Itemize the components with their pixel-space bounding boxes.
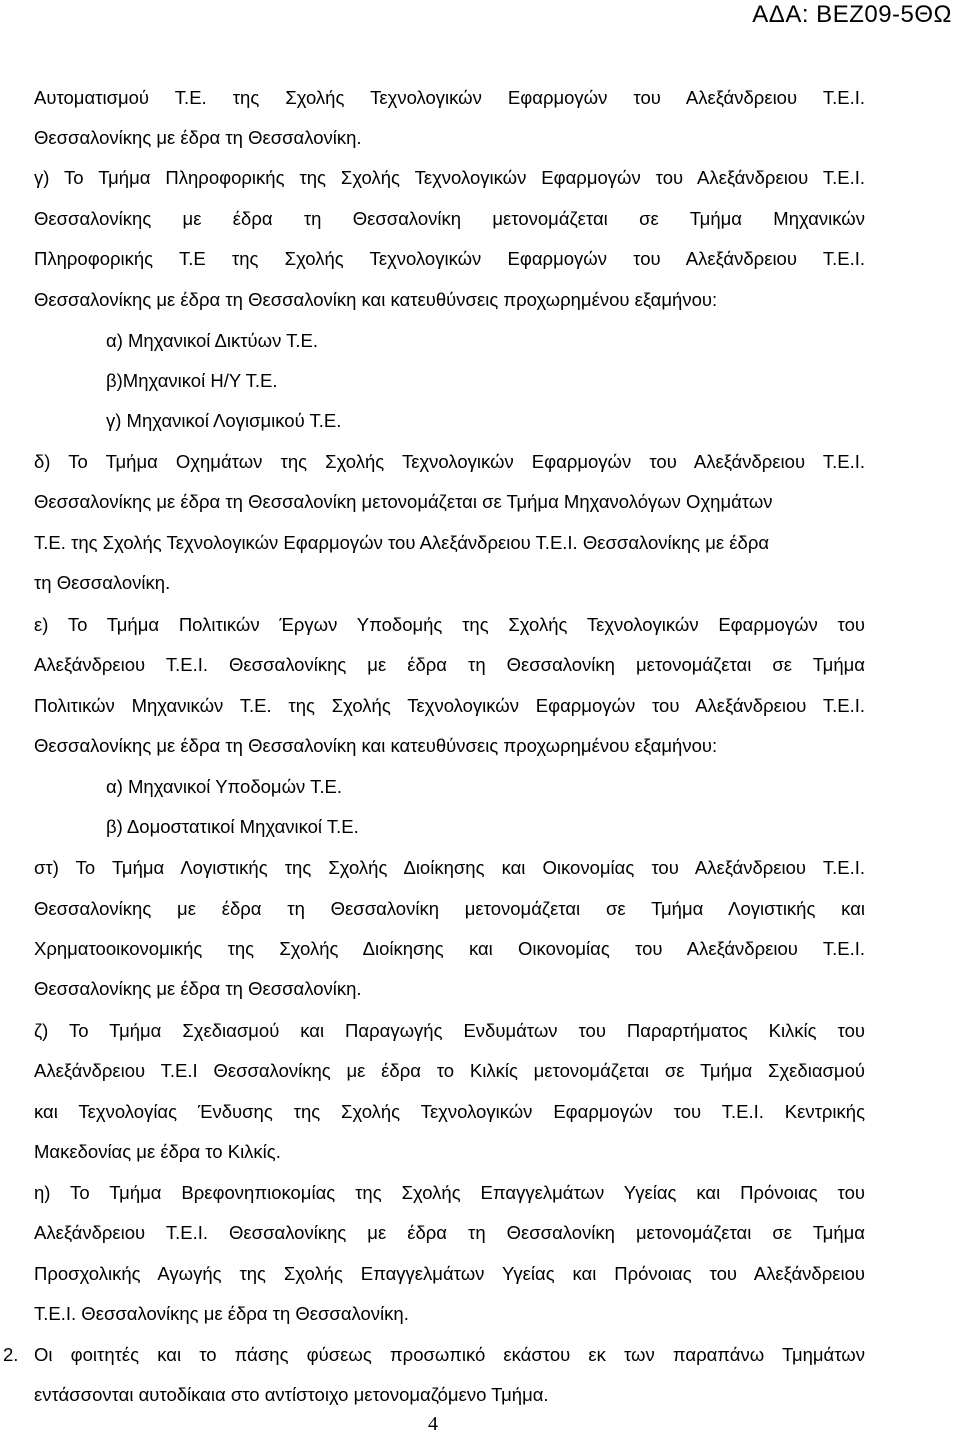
list-item: γ) Μηχανικοί Λογισμικού Τ.Ε. (106, 410, 342, 431)
text-line: Πληροφορικής Τ.Ε της Σχολής Τεχνολογικών Εφαρμογών του Αλεξάνδρειου Τ.Ε.Ι. (34, 248, 865, 269)
text-line: Θεσσαλονίκης με έδρα τη Θεσσαλονίκη μετονομάζεται σε Τμήμα Λογιστικής και (34, 898, 865, 919)
text-line: δ) Το Τμήμα Οχημάτων της Σχολής Τεχνολογικών Εφαρμογών του Αλεξάνδρειου Τ.Ε.Ι. (34, 451, 865, 472)
page-number: 4 (428, 1413, 438, 1435)
text-line: η) Το Τμήμα Βρεφονηπιοκομίας της Σχολής Επαγγελμάτων Υγείας και Πρόνοιας του (34, 1182, 865, 1203)
list-item: β) Δομοστατικοί Μηχανικοί Τ.Ε. (106, 816, 359, 837)
text-line: Μακεδονίας με έδρα το Κιλκίς. (34, 1141, 281, 1162)
text-line: Θεσσαλονίκης με έδρα τη Θεσσαλονίκη. (34, 127, 362, 148)
list-item: α) Μηχανικοί Υποδομών Τ.Ε. (106, 776, 342, 797)
text-line: Θεσσαλονίκης με έδρα τη Θεσσαλονίκη και κατευθύνσεις προχωρημένου εξαμήνου: (34, 289, 718, 310)
text-line: Πολιτικών Μηχανικών Τ.Ε. της Σχολής Τεχνολογικών Εφαρμογών του Αλεξάνδρειου Τ.Ε.Ι. (34, 695, 865, 716)
text-line: Θεσσαλονίκης με έδρα τη Θεσσαλονίκη. (34, 978, 362, 999)
text-line: Θεσσαλονίκης με έδρα τη Θεσσαλονίκη μετονομάζεται σε Τμήμα Μηχανολόγων Οχημάτων (34, 491, 773, 512)
text-line: Τ.Ε. της Σχολής Τεχνολογικών Εφαρμογών του Αλεξάνδρειου Τ.Ε.Ι. Θεσσαλονίκης με έδρα (34, 532, 770, 553)
text-line: γ) Το Τμήμα Πληροφορικής της Σχολής Τεχνολογικών Εφαρμογών του Αλεξάνδρειου Τ.Ε.Ι. (34, 167, 865, 188)
list-item: β)Μηχανικοί Η/Υ Τ.Ε. (106, 370, 278, 391)
text-line: στ) Το Τμήμα Λογιστικής της Σχολής Διοίκησης και Οικονομίας του Αλεξάνδρειου Τ.Ε.Ι. (34, 857, 865, 878)
text-line: Οι φοιτητές και το πάσης φύσεως προσωπικό εκάστου εκ των παραπάνω Τμημάτων (34, 1344, 865, 1365)
text-line: ζ) Το Τμήμα Σχεδιασμού και Παραγωγής Ενδυμάτων του Παραρτήματος Κιλκίς του (34, 1020, 865, 1041)
text-line: Αυτοματισμού Τ.Ε. της Σχολής Τεχνολογικών Εφαρμογών του Αλεξάνδρειου Τ.Ε.Ι. (34, 87, 865, 108)
text-line: Θεσσαλονίκης με έδρα τη Θεσσαλονίκη μετονομάζεται σε Τμήμα Μηχανικών (34, 208, 865, 229)
list-item: α) Μηχανικοί Δικτύων Τ.Ε. (106, 330, 319, 351)
text-line: Θεσσαλονίκης με έδρα τη Θεσσαλονίκη και κατευθύνσεις προχωρημένου εξαμήνου: (34, 735, 718, 756)
text-line: ε) Το Τμήμα Πολιτικών Έργων Υποδομής της Σχολής Τεχνολογικών Εφαρμογών του (34, 614, 865, 635)
text-line: Τ.Ε.Ι. Θεσσαλονίκης με έδρα τη Θεσσαλονίκη. (34, 1303, 409, 1324)
text-line: Αλεξάνδρειου Τ.Ε.Ι. Θεσσαλονίκης με έδρα τη Θεσσαλονίκη μετονομάζεται σε Τμήμα (34, 654, 865, 675)
item-number: 2. (3, 1344, 19, 1365)
text-line: Προσχολικής Αγωγής της Σχολής Επαγγελμάτων Υγείας και Πρόνοιας του Αλεξάνδρειου (34, 1263, 865, 1284)
text-line: Αλεξάνδρειου Τ.Ε.Ι Θεσσαλονίκης με έδρα το Κιλκίς μετονομάζεται σε Τμήμα Σχεδιασμού (34, 1060, 865, 1081)
text-line: Αλεξάνδρειου Τ.Ε.Ι. Θεσσαλονίκης με έδρα τη Θεσσαλονίκη μετονομάζεται σε Τμήμα (34, 1222, 865, 1243)
text-line: Χρηματοοικονομικής της Σχολής Διοίκησης και Οικονομίας του Αλεξάνδρειου Τ.Ε.Ι. (34, 938, 865, 959)
text-line: εντάσσονται αυτοδίκαια στο αντίστοιχο μετονομαζόμενο Τμήμα. (34, 1384, 549, 1405)
text-line: και Τεχνολογίας Ένδυσης της Σχολής Τεχνολογικών Εφαρμογών του Τ.Ε.Ι. Κεντρικής (34, 1101, 865, 1122)
ada-code: ΑΔΑ: ΒΕΖ09-5ΘΩ (752, 1, 952, 28)
text-line: τη Θεσσαλονίκη. (34, 572, 171, 593)
